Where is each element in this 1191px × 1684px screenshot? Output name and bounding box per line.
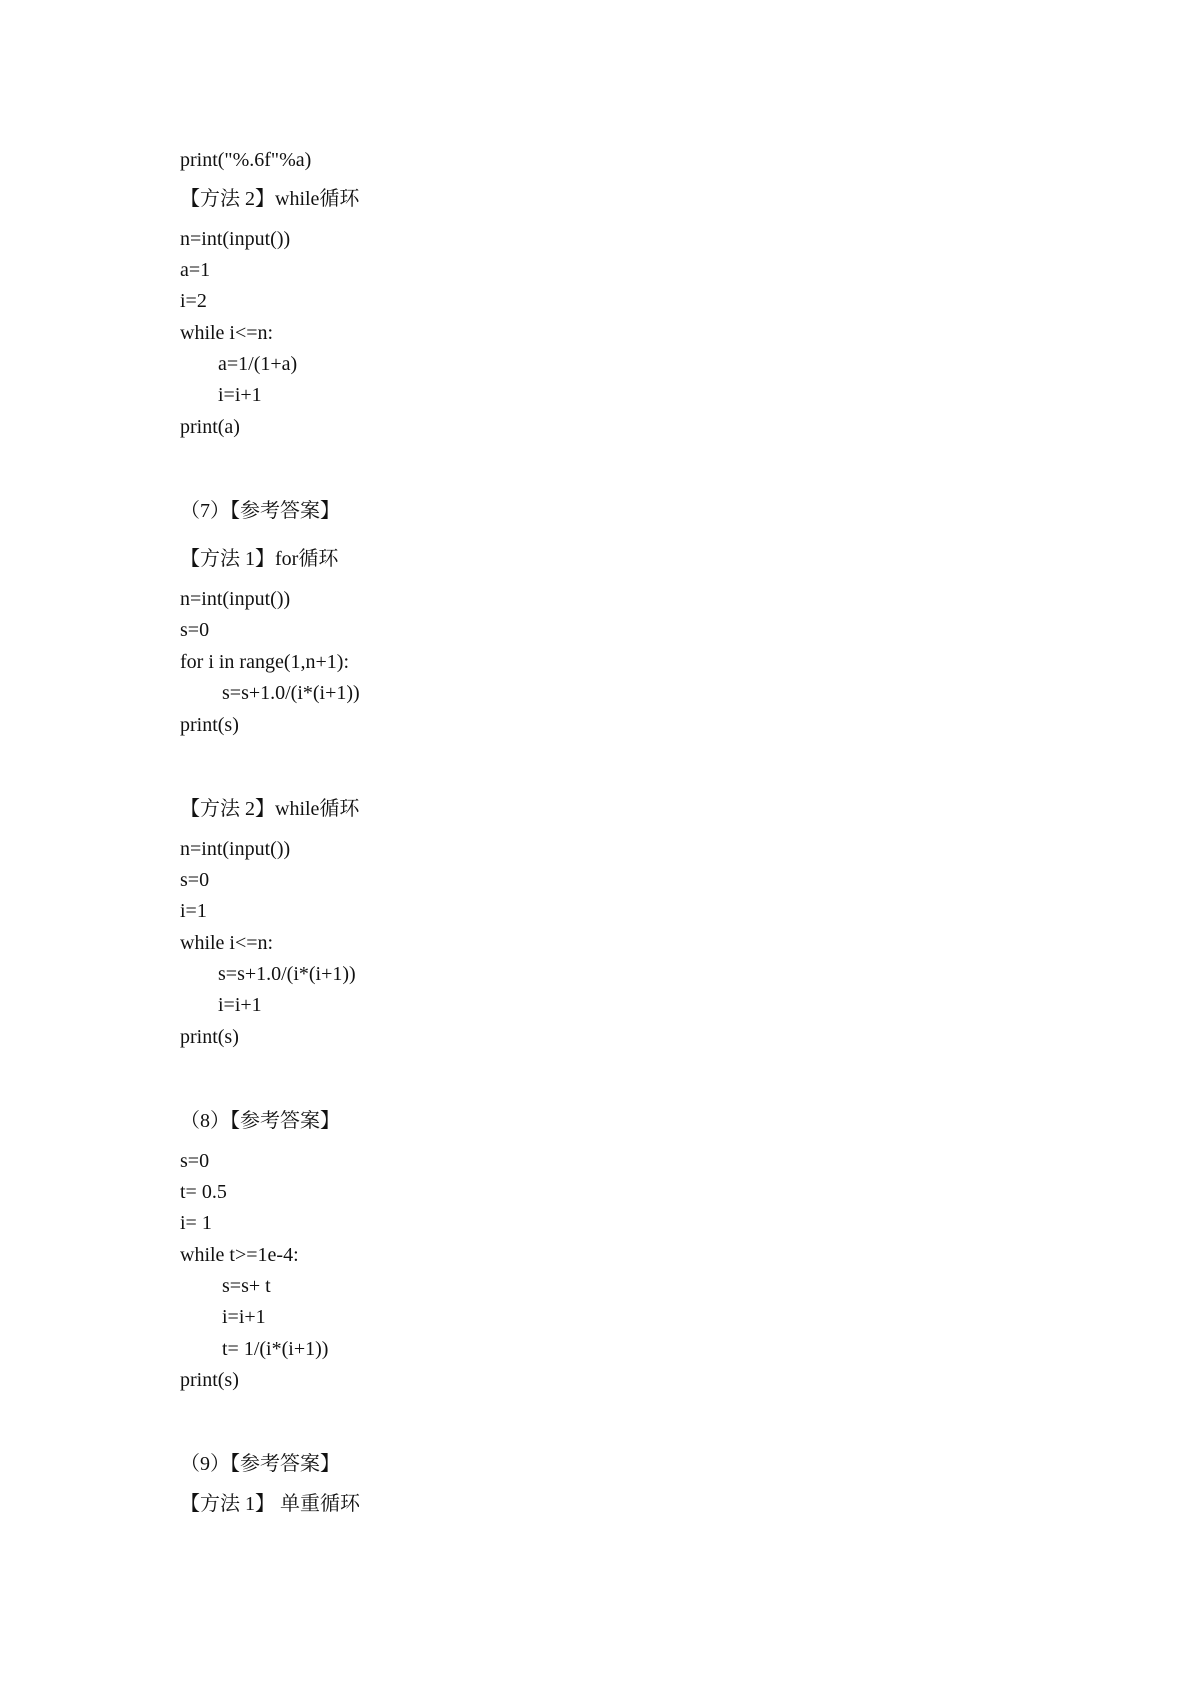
code-line: while t>=1e-4: — [180, 1244, 299, 1266]
code-line: print(a) — [180, 416, 240, 438]
code-line: while i<=n: — [180, 932, 274, 954]
answer-heading: （8）【参考答案】 — [180, 1110, 340, 1132]
code-line: for i in range(1,n+1): — [180, 651, 350, 673]
method-heading: 【方法 2】while循环 — [180, 188, 360, 210]
code-line: print("%.6f"%a) — [180, 149, 312, 171]
code-line: i=2 — [180, 290, 207, 312]
code-line-indented: i=i+1 — [222, 1306, 266, 1328]
answer-heading: （7）【参考答案】 — [180, 500, 340, 522]
method-heading: 【方法 1】for循环 — [180, 548, 339, 570]
code-line: print(s) — [180, 1026, 239, 1048]
code-line: a=1 — [180, 259, 211, 281]
code-line-indented: s=s+1.0/(i*(i+1)) — [222, 682, 360, 704]
code-line: i=1 — [180, 900, 207, 922]
code-line: s=0 — [180, 869, 210, 891]
method-heading: 【方法 2】while循环 — [180, 798, 360, 820]
code-line: i= 1 — [180, 1212, 212, 1234]
code-line-indented: s=s+1.0/(i*(i+1)) — [218, 963, 356, 985]
code-line: t= 0.5 — [180, 1181, 227, 1203]
code-line-indented: s=s+ t — [222, 1275, 271, 1297]
code-line: s=0 — [180, 1150, 210, 1172]
code-line: n=int(input()) — [180, 228, 291, 250]
answer-heading: （9）【参考答案】 — [180, 1453, 340, 1475]
code-line: print(s) — [180, 714, 239, 736]
code-line: while i<=n: — [180, 322, 274, 344]
code-line-indented: i=i+1 — [218, 384, 262, 406]
code-line-indented: a=1/(1+a) — [218, 353, 298, 375]
code-line: n=int(input()) — [180, 838, 291, 860]
code-line-indented: i=i+1 — [218, 994, 262, 1016]
code-line: s=0 — [180, 619, 210, 641]
code-line: n=int(input()) — [180, 588, 291, 610]
code-line: print(s) — [180, 1369, 239, 1391]
method-heading: 【方法 1】 单重循环 — [180, 1493, 360, 1515]
code-line-indented: t= 1/(i*(i+1)) — [222, 1338, 329, 1360]
